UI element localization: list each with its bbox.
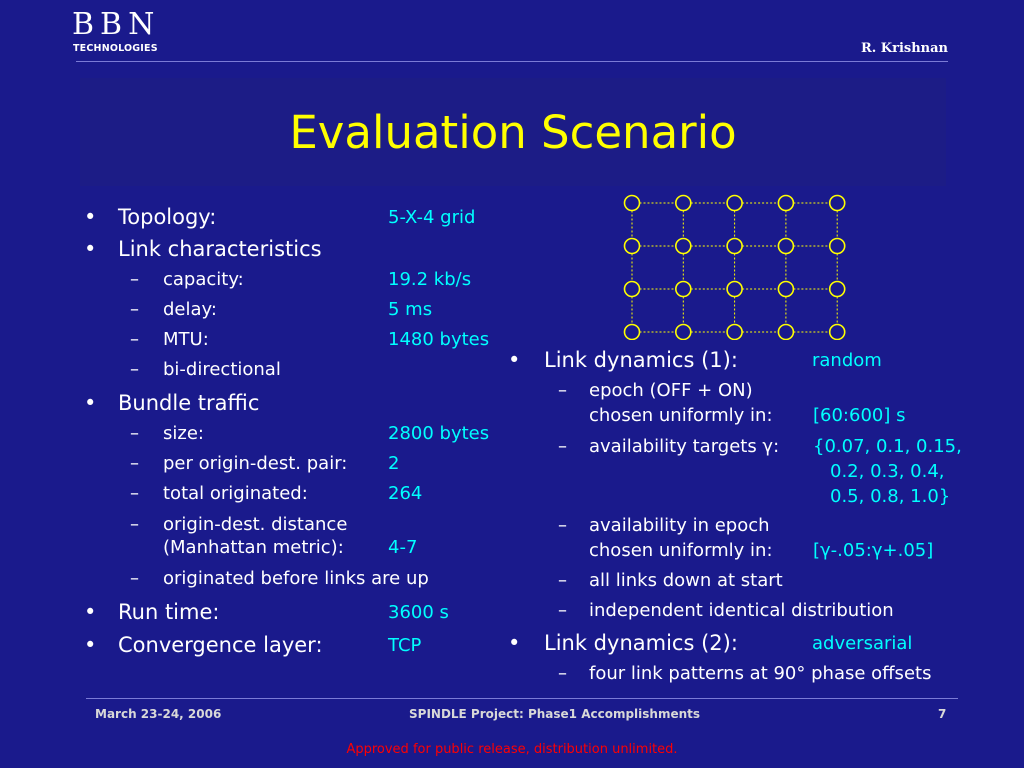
availability-targets-line2: 0.2, 0.3, 0.4, <box>830 461 945 482</box>
dash: – <box>130 483 139 504</box>
grid-node <box>676 196 691 211</box>
grid-node <box>778 325 793 340</box>
topology-label: Topology: <box>118 205 217 229</box>
footer-project: SPINDLE Project: Phase1 Accomplishments <box>409 707 701 721</box>
grid-node <box>625 325 640 340</box>
grid-node <box>830 282 845 297</box>
bbn-logo <box>72 7 172 56</box>
grid-node <box>830 239 845 254</box>
link-dynamics-2-label: Link dynamics (2): <box>544 631 738 655</box>
dash: – <box>130 514 139 535</box>
links-down-label: all links down at start <box>589 570 783 591</box>
release-notice: Approved for public release, distribution unlimited. <box>346 742 678 757</box>
dash: – <box>130 453 139 474</box>
bullet-dot: • <box>508 348 521 372</box>
bullet-dot: • <box>84 205 97 229</box>
link-characteristics-label: Link characteristics <box>118 237 322 261</box>
size-label: size: <box>163 423 204 444</box>
availability-targets-line1: {0.07, 0.1, 0.15, <box>813 436 962 457</box>
per-pair-value: 2 <box>388 453 400 474</box>
distance-value: 4-7 <box>388 537 418 558</box>
bullet-dot: • <box>84 633 97 657</box>
dash: – <box>558 600 567 621</box>
bullet-dot: • <box>84 600 97 624</box>
page-number: 7 <box>938 707 947 721</box>
grid-node <box>727 196 742 211</box>
epoch-value: [60:600] s <box>813 405 906 426</box>
link-dynamics-2-value: adversarial <box>812 633 913 654</box>
dash: – <box>558 436 567 457</box>
slide-title: Evaluation Scenario <box>289 106 737 159</box>
grid-node <box>625 196 640 211</box>
availability-epoch-label-line2: chosen uniformly in: <box>589 540 773 561</box>
grid-node <box>778 196 793 211</box>
dash: – <box>130 299 139 320</box>
dash: – <box>558 570 567 591</box>
dash: – <box>130 568 139 589</box>
dash: – <box>558 515 567 536</box>
total-originated-label: total originated: <box>163 483 308 504</box>
dash: – <box>130 423 139 444</box>
total-originated-value: 264 <box>388 483 423 504</box>
bundle-traffic-label: Bundle traffic <box>118 391 260 415</box>
distance-label-line2: (Manhattan metric): <box>163 537 344 558</box>
size-value: 2800 bytes <box>388 423 490 444</box>
grid-node <box>830 325 845 340</box>
dash: – <box>130 359 139 380</box>
capacity-label: capacity: <box>163 269 244 290</box>
capacity-value: 19.2 kb/s <box>388 269 472 290</box>
grid-node <box>676 282 691 297</box>
bidirectional-label: bi-directional <box>163 359 281 380</box>
run-time-value: 3600 s <box>388 602 449 623</box>
epoch-label-line1: epoch (OFF + ON) <box>589 380 753 401</box>
originated-before-label: originated before links are up <box>163 568 429 589</box>
link-dynamics-1-label: Link dynamics (1): <box>544 348 738 372</box>
link-dynamics-1-value: random <box>812 350 882 371</box>
grid-topology-diagram <box>616 188 854 340</box>
topology-value: 5-X-4 grid <box>388 207 476 228</box>
dash: – <box>558 380 567 401</box>
per-pair-label: per origin-dest. pair: <box>163 453 348 474</box>
dash: – <box>558 663 567 684</box>
grid-node <box>625 239 640 254</box>
mtu-label: MTU: <box>163 329 209 350</box>
grid-node <box>727 282 742 297</box>
dash: – <box>130 269 139 290</box>
logo-sub: TECHNOLOGIES <box>73 43 158 54</box>
iid-label: independent identical distribution <box>589 600 894 621</box>
logo-main: BBN <box>72 7 161 42</box>
bottom-divider <box>86 698 958 699</box>
convergence-layer-value: TCP <box>388 635 422 656</box>
bullet-dot: • <box>508 631 521 655</box>
grid-node <box>778 239 793 254</box>
grid-node <box>625 282 640 297</box>
dash: – <box>130 329 139 350</box>
convergence-layer-label: Convergence layer: <box>118 633 323 657</box>
grid-node <box>676 239 691 254</box>
bullet-dot: • <box>84 237 97 261</box>
delay-value: 5 ms <box>388 299 433 320</box>
grid-node <box>727 325 742 340</box>
delay-label: delay: <box>163 299 217 320</box>
availability-epoch-value: [γ-.05:γ+.05] <box>813 540 934 561</box>
availability-targets-label: availability targets γ: <box>589 436 780 457</box>
epoch-label-line2: chosen uniformly in: <box>589 405 773 426</box>
run-time-label: Run time: <box>118 600 220 624</box>
grid-node <box>778 282 793 297</box>
grid-node <box>676 325 691 340</box>
grid-node <box>830 196 845 211</box>
link-patterns-label: four link patterns at 90° phase offsets <box>589 663 932 684</box>
distance-label-line1: origin-dest. distance <box>163 514 348 535</box>
footer-date: March 23-24, 2006 <box>95 707 222 721</box>
mtu-value: 1480 bytes <box>388 329 490 350</box>
bullet-dot: • <box>84 391 97 415</box>
availability-targets-line3: 0.5, 0.8, 1.0} <box>830 486 951 507</box>
author-name: R. Krishnan <box>860 41 948 56</box>
grid-node <box>727 239 742 254</box>
availability-epoch-label-line1: availability in epoch <box>589 515 770 536</box>
top-divider <box>76 61 948 62</box>
